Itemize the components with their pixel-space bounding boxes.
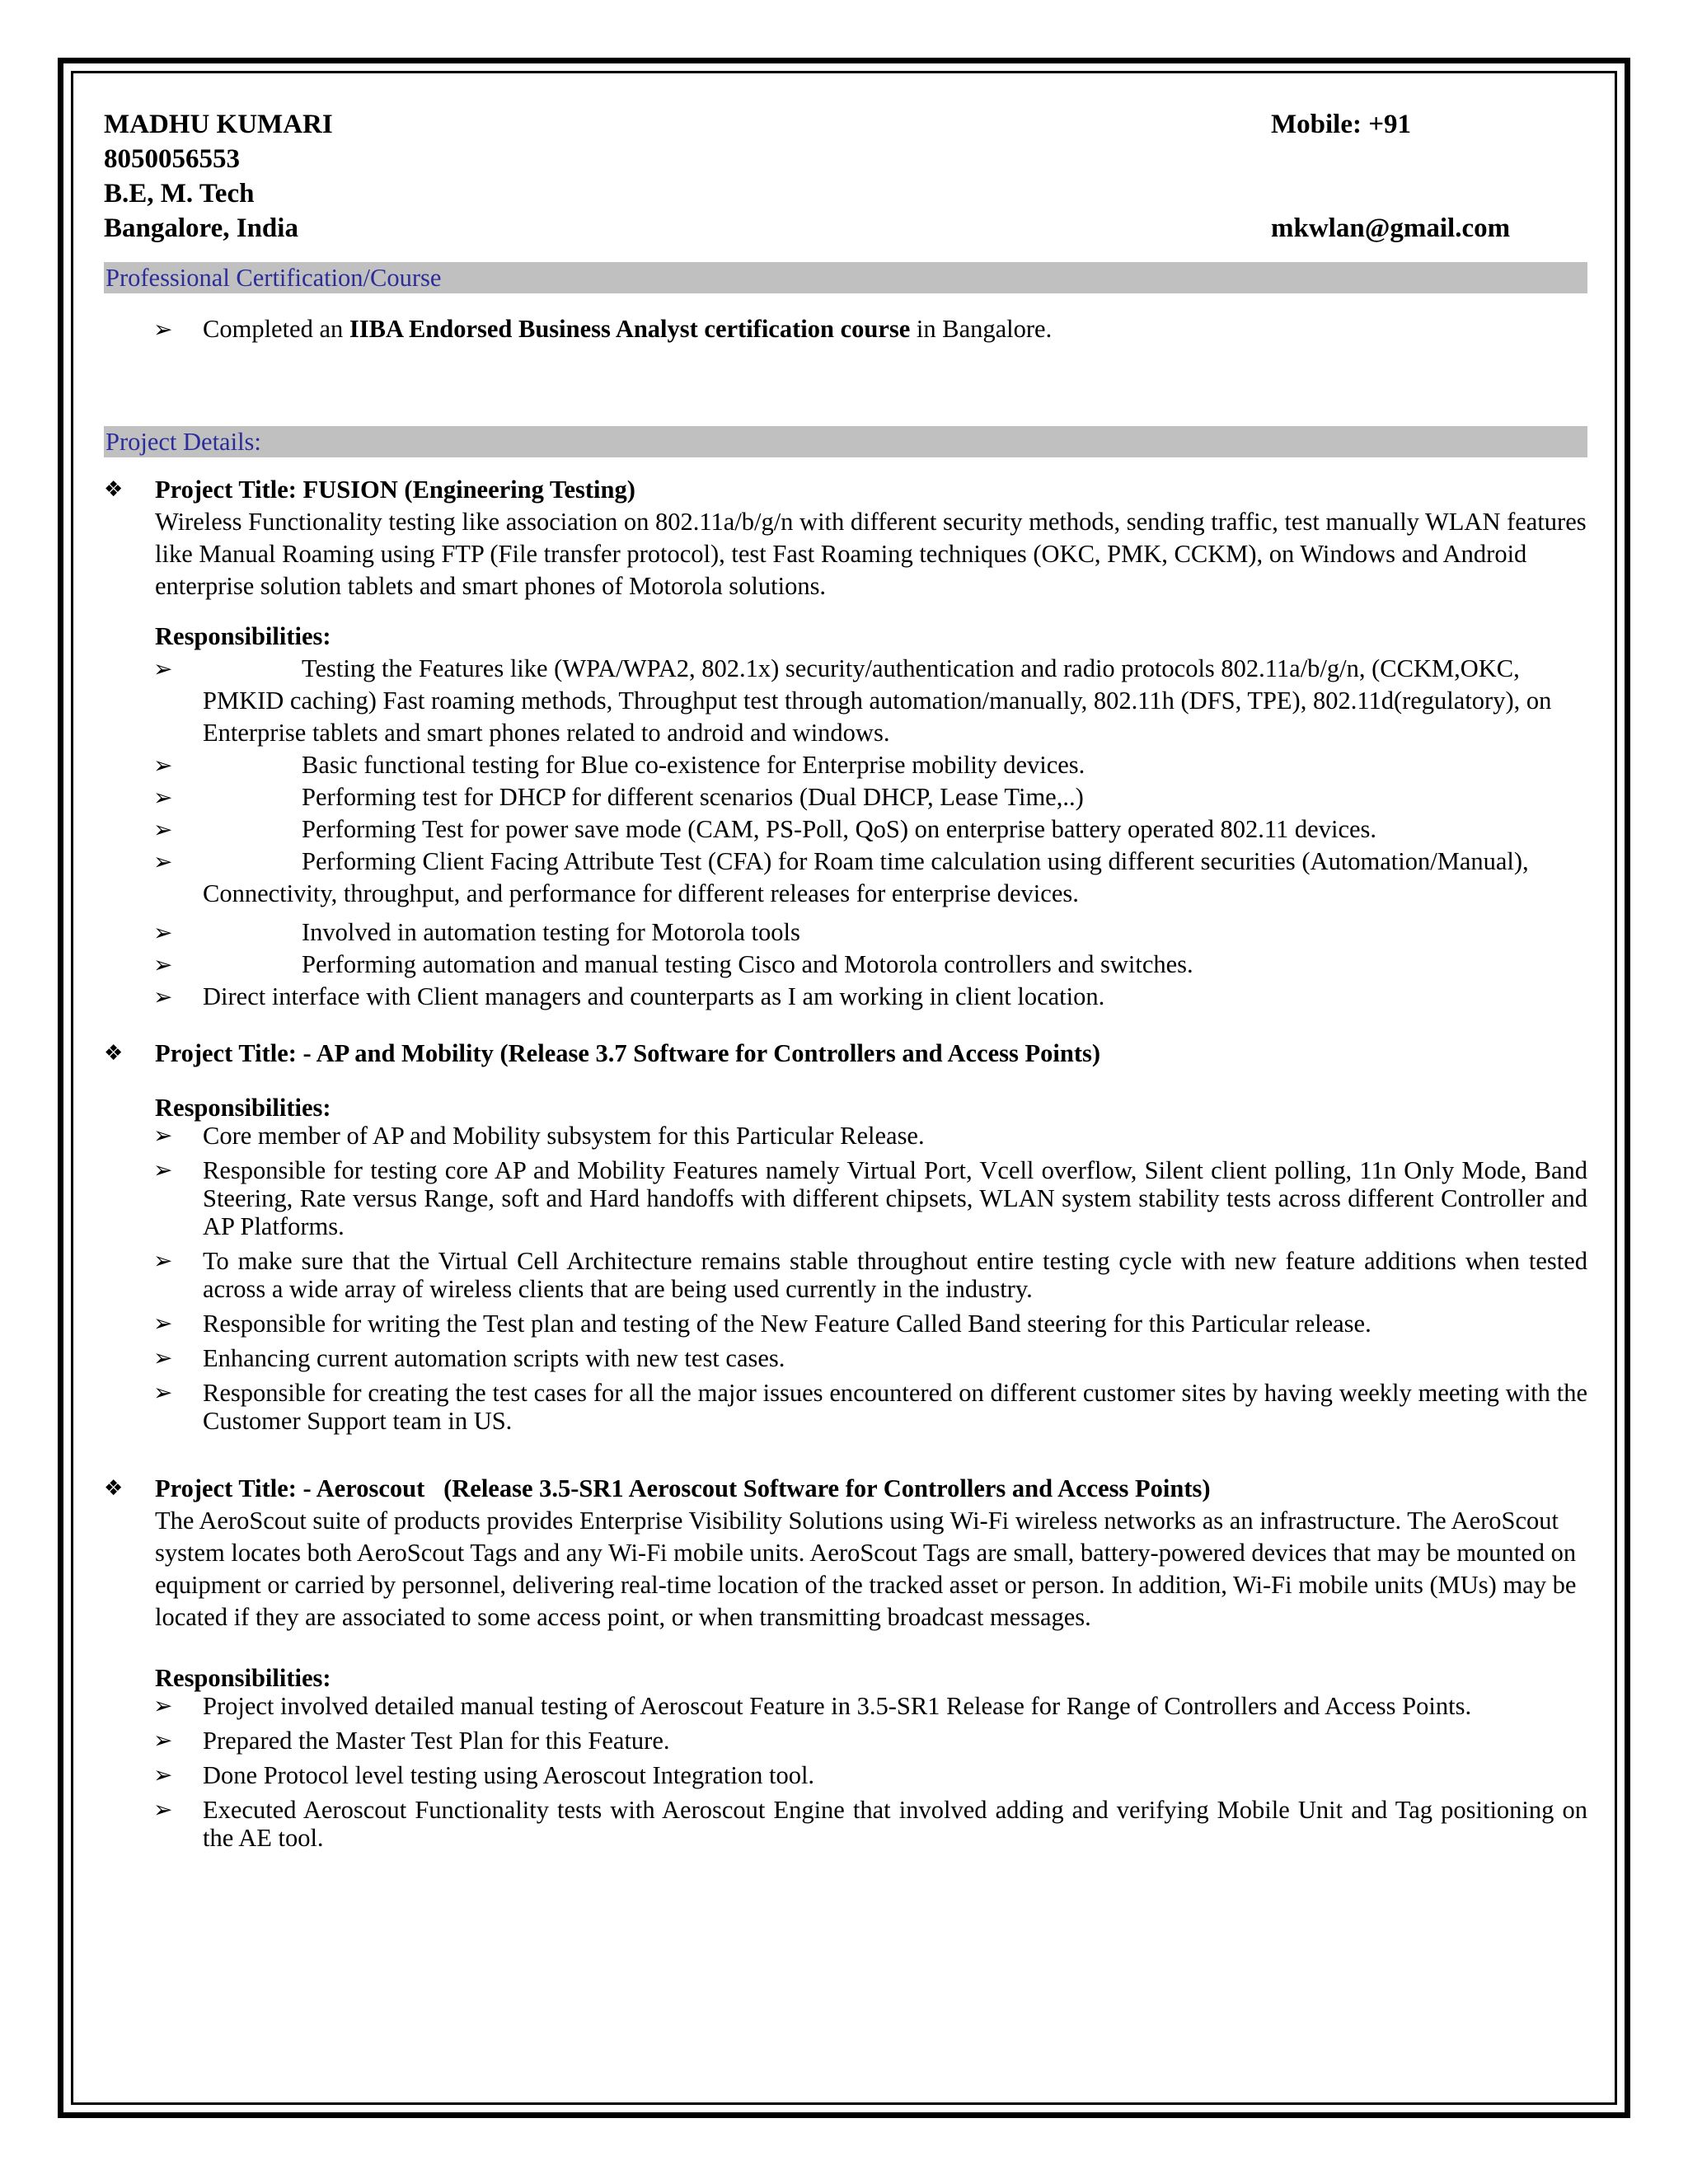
list-item: ➢ Prepared the Master Test Plan for this Feature. — [153, 1727, 670, 1755]
list-item: ➢ Direct interface with Client managers and counterparts as I am working in client location. — [104, 981, 1587, 1013]
arrow-bullet-icon: ➢ — [153, 1247, 173, 1274]
arrow-bullet-icon: ➢ — [153, 816, 173, 843]
list-item: ➢ Basic functional testing for Blue co-existence for Enterprise mobility devices. — [104, 749, 1587, 781]
arrow-bullet-icon: ➢ — [153, 1379, 173, 1406]
arrow-bullet-icon: ➢ — [153, 1761, 173, 1788]
arrow-bullet-icon: ➢ — [153, 1310, 173, 1337]
list-item: ➢ Performing Client Facing Attribute Test (CFA) for Roam time calculation using different securities (Automation/Manual), Connectivity, throughput, and performance for different releases for enterprise devices. — [153, 847, 1529, 907]
arrow-bullet-icon: ➢ — [153, 951, 173, 978]
arrow-bullet-icon: ➢ — [153, 1122, 173, 1149]
list-item: ➢ Performing test for DHCP for different scenarios (Dual DHCP, Lease Time,..) — [104, 781, 1587, 813]
project-fusion — [104, 474, 1587, 1013]
certification-item: ➢ Completed an IIBA Endorsed Business Analyst certification course in Bangalore. — [104, 313, 1587, 345]
diamond-bullet-icon: ❖ — [104, 477, 124, 502]
project-title: Project Title: - AP and Mobility (Release 3.7 Software for Controllers and Access Points) — [155, 1039, 1100, 1067]
degree: B.E, M. Tech — [104, 179, 255, 209]
arrow-bullet-icon: ➢ — [153, 919, 173, 946]
list-item: ➢ Core member of AP and Mobility subsystem for this Particular Release. — [153, 1122, 925, 1150]
responsibilities-heading: Responsibilities: — [155, 1094, 331, 1122]
list-item: ➢ Performing Test for power save mode (CAM, PS-Poll, QoS) on enterprise battery operated 802.11 devices. — [104, 813, 1587, 846]
arrow-bullet-icon: ➢ — [153, 1727, 173, 1754]
project-title: Project Title: FUSION (Engineering Testing) — [155, 476, 635, 504]
resume-content — [104, 104, 1587, 1852]
list-item: ➢ Responsible for writing the Test plan and testing of the New Feature Called Band steering for this Particular release. — [153, 1310, 1372, 1338]
list-item: ➢ To make sure that the Virtual Cell Architecture remains stable throughout entire testing cycle with new feature additions when tested across a wide array of wireless clients that are being used currently in the industry. — [153, 1247, 1587, 1303]
arrow-bullet-icon: ➢ — [153, 655, 173, 682]
diamond-bullet-icon: ❖ — [104, 1476, 124, 1501]
resume-header — [104, 107, 1587, 246]
arrow-bullet-icon: ➢ — [153, 983, 173, 1010]
project-ap-mobility — [104, 1038, 1587, 1435]
section-projects-title: Project Details: — [104, 426, 1587, 457]
arrow-bullet-icon: ➢ — [153, 848, 173, 875]
email[interactable]: mkwlan@gmail.com — [1271, 213, 1511, 243]
list-item: ➢ Testing the Features like (WPA/WPA2, 802.1x) security/authentication and radio protocols 802.11a/b/g/n, (CCKM,OKC, PMKID caching) Fast roaming methods, Throughput test through automation/manually, 802.11h (DFS, TPE), 802.11d(regulatory), on Enterprise tablets and smart phones related to android and windows. — [153, 654, 1552, 747]
list-item: ➢ Enhancing current automation scripts with new test cases. — [153, 1344, 785, 1372]
list-item: ➢ Responsible for testing core AP and Mobility Features namely Virtual Port, Vcell overflow, Silent client polling, 11n Only Mode, Band Steering, Rate versus Range, soft and Hard handoffs with different chipsets, WLAN system stability tests across different Controller and AP Platforms. — [153, 1156, 1587, 1240]
candidate-name: MADHU KUMARI — [104, 110, 333, 139]
project-description: The AeroScout suite of products provides Enterprise Visibility Solutions using Wi-Fi wireless networks as an infrastructure. The AeroScout system locates both AeroScout Tags and any Wi-Fi mobile units. AeroScout Tags are small, battery-powered devices that may be mounted on equipment or carried by personnel, delivering real-time location of the tracked asset or person. In addition, Wi-Fi mobile units (MUs) may be located if they are associated to some access point, or when transmitting broadcast messages. — [155, 1507, 1577, 1631]
arrow-bullet-icon: ➢ — [153, 1156, 173, 1183]
phone-number: 8050056553 — [104, 144, 240, 174]
diamond-bullet-icon: ❖ — [104, 1041, 124, 1066]
list-item: ➢ Done Protocol level testing using Aeroscout Integration tool. — [153, 1761, 815, 1789]
arrow-bullet-icon: ➢ — [153, 784, 173, 811]
project-description: Wireless Functionality testing like association on 802.11a/b/g/n with different security methods, sending traffic, test manually WLAN features like Manual Roaming using FTP (File transfer protocol), test Fast Roaming techniques (OKC, PMK, CCKM), on Windows and Android enterprise solution tablets and smart phones of Motorola solutions. — [155, 508, 1587, 600]
section-certification-title: Professional Certification/Course — [104, 262, 1587, 293]
list-item: ➢ Involved in automation testing for Motorola tools — [104, 916, 1587, 949]
list-item: ➢ Executed Aeroscout Functionality tests with Aeroscout Engine that involved adding and verifying Mobile Unit and Tag positioning on the AE tool. — [153, 1796, 1587, 1852]
location: Bangalore, India — [104, 213, 298, 243]
project-title: Project Title: - Aeroscout (Release 3.5-SR1 Aeroscout Software for Controllers and Access Points) — [155, 1474, 1211, 1502]
arrow-bullet-icon: ➢ — [153, 316, 173, 343]
mobile-label: Mobile: +91 — [1271, 110, 1412, 139]
arrow-bullet-icon: ➢ — [153, 752, 173, 779]
list-item: ➢ Responsible for creating the test cases for all the major issues encountered on different customer sites by having weekly meeting with the Customer Support team in US. — [153, 1379, 1587, 1435]
arrow-bullet-icon: ➢ — [153, 1344, 173, 1371]
list-item: ➢ Performing automation and manual testing Cisco and Motorola controllers and switches. — [104, 949, 1587, 981]
arrow-bullet-icon: ➢ — [153, 1692, 173, 1719]
arrow-bullet-icon: ➢ — [153, 1796, 173, 1823]
responsibilities-heading: Responsibilities: — [155, 1664, 331, 1692]
responsibilities-heading: Responsibilities: — [155, 622, 331, 650]
project-aeroscout — [104, 1473, 1587, 1852]
list-item: ➢ Project involved detailed manual testing of Aeroscout Feature in 3.5-SR1 Release for Range of Controllers and Access Points. — [153, 1692, 1472, 1720]
